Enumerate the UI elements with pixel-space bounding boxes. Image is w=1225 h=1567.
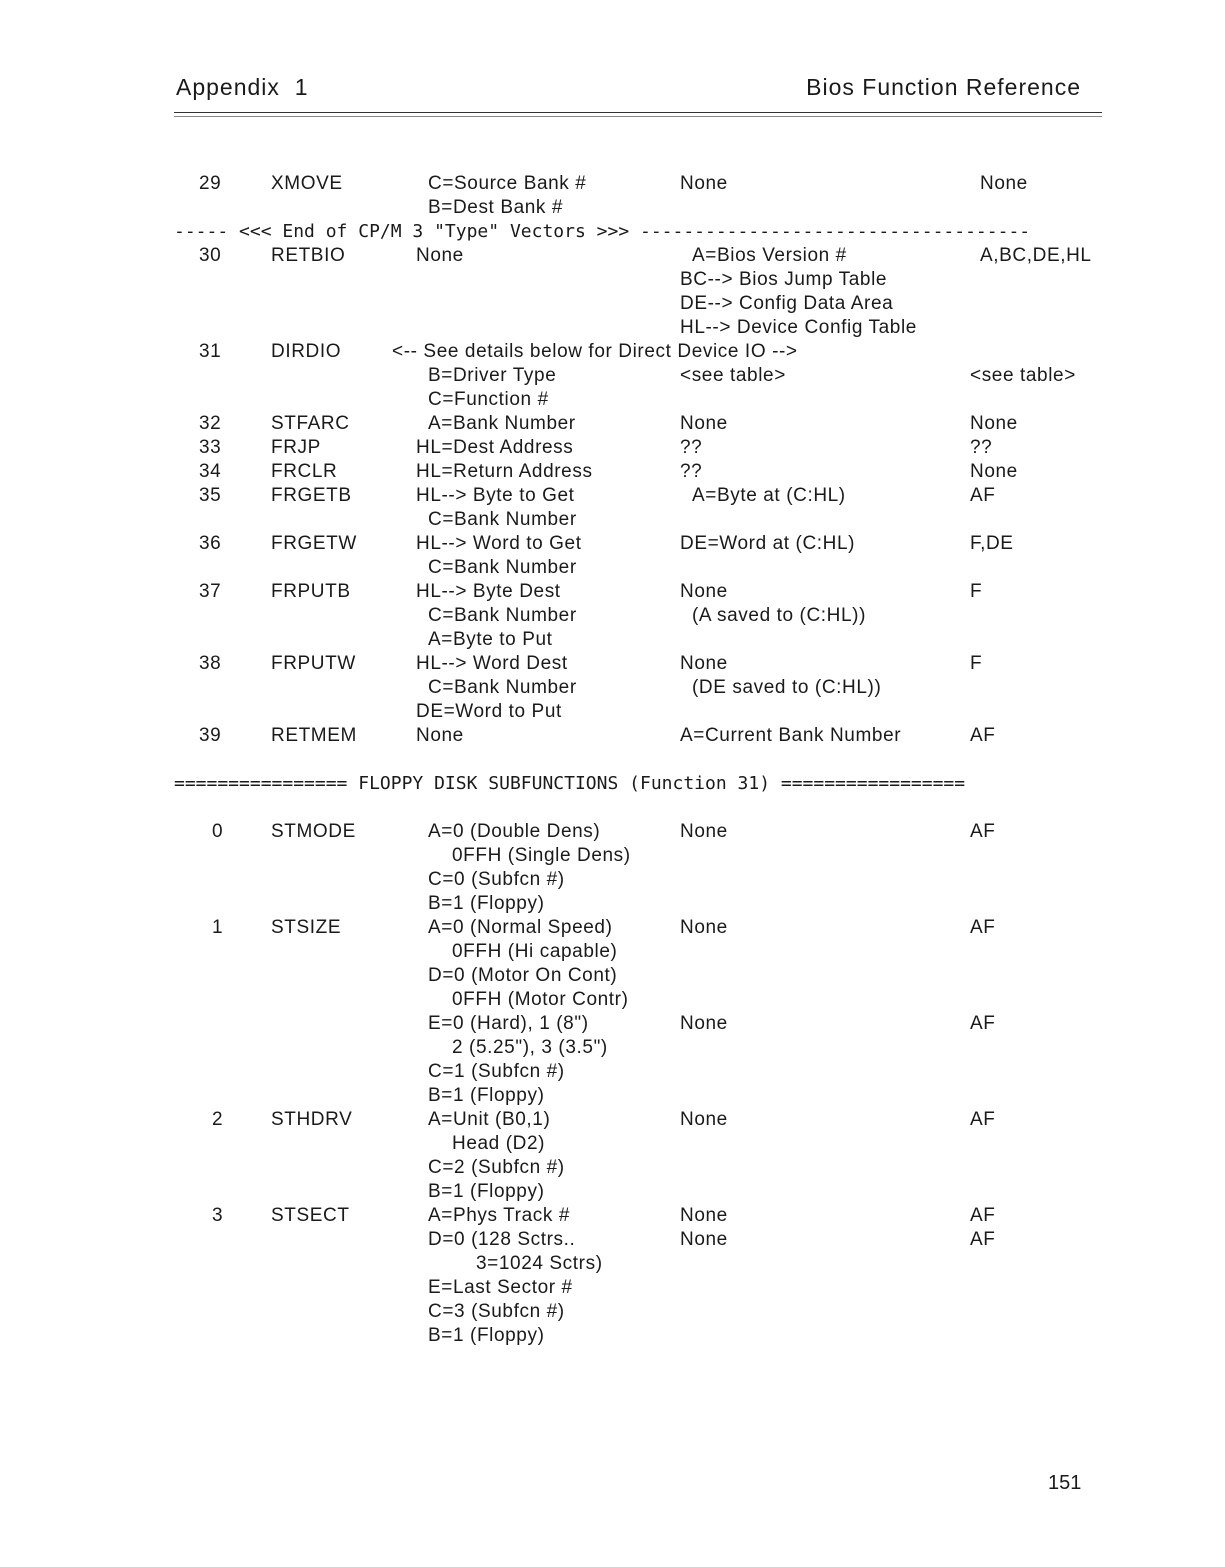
table-cell: FRPUTB — [271, 581, 351, 602]
table-cell: A=Bank Number — [428, 413, 576, 434]
table-cell: E=Last Sector # — [428, 1277, 573, 1298]
table-cell: 30 — [199, 245, 222, 266]
table-cell: 0FFH (Motor Contr) — [452, 989, 629, 1010]
table-cell: XMOVE — [271, 173, 343, 194]
table-cell: 29 — [199, 173, 222, 194]
section-divider: ----- <<< End of CP/M 3 "Type" Vectors >>> ------------------------------------ — [174, 221, 1031, 242]
table-cell: STSIZE — [271, 917, 342, 938]
table-cell: STFARC — [271, 413, 350, 434]
table-cell: (A saved to (C:HL)) — [692, 605, 867, 626]
page-number: 151 — [1048, 1472, 1082, 1494]
table-cell: HL--> Byte Dest — [416, 581, 561, 602]
table-cell: RETBIO — [271, 245, 346, 266]
table-cell: AF — [970, 725, 996, 746]
table-cell: 31 — [199, 341, 222, 362]
table-cell: A=Unit (B0,1) — [428, 1109, 551, 1130]
table-cell: B=1 (Floppy) — [428, 893, 545, 914]
table-cell: B=1 (Floppy) — [428, 1325, 545, 1346]
table-cell: 37 — [199, 581, 222, 602]
table-cell: 3 — [212, 1205, 224, 1226]
table-cell: AF — [970, 1109, 996, 1130]
table-cell: None — [680, 1205, 728, 1226]
table-cell: HL--> Byte to Get — [416, 485, 575, 506]
table-cell: None — [680, 1229, 728, 1250]
table-cell: D=0 (128 Sctrs.. — [428, 1229, 576, 1250]
table-cell: BC--> Bios Jump Table — [680, 269, 888, 290]
table-cell: E=0 (Hard), 1 (8") — [428, 1013, 589, 1034]
table-cell: FRCLR — [271, 461, 338, 482]
table-cell: None — [680, 1109, 728, 1130]
table-cell: C=Bank Number — [428, 509, 577, 530]
table-cell: F,DE — [970, 533, 1014, 554]
table-cell: 0FFH (Hi capable) — [452, 941, 618, 962]
table-cell: A=Byte at (C:HL) — [692, 485, 846, 506]
table-cell: A=Bios Version # — [692, 245, 847, 266]
table-cell: <see table> — [970, 365, 1076, 386]
table-cell: <see table> — [680, 365, 786, 386]
table-cell: C=Bank Number — [428, 605, 577, 626]
table-cell: AF — [970, 1205, 996, 1226]
table-cell: HL--> Word Dest — [416, 653, 568, 674]
table-cell: HL=Return Address — [416, 461, 593, 482]
table-cell: None — [680, 173, 728, 194]
table-cell: 0FFH (Single Dens) — [452, 845, 631, 866]
table-cell: STHDRV — [271, 1109, 353, 1130]
table-cell: None — [680, 413, 728, 434]
table-cell: 38 — [199, 653, 222, 674]
table-cell: 36 — [199, 533, 222, 554]
table-cell: B=1 (Floppy) — [428, 1181, 545, 1202]
table-cell: FRPUTW — [271, 653, 356, 674]
table-cell: ?? — [680, 461, 703, 482]
table-cell: A=Phys Track # — [428, 1205, 570, 1226]
table-cell: C=1 (Subfcn #) — [428, 1061, 565, 1082]
table-cell: HL--> Device Config Table — [680, 317, 917, 338]
table-cell: FRGETW — [271, 533, 357, 554]
table-cell: DIRDIO — [271, 341, 342, 362]
table-cell: 2 (5.25"), 3 (3.5") — [452, 1037, 608, 1058]
table-cell: A=Current Bank Number — [680, 725, 902, 746]
table-cell: None — [680, 821, 728, 842]
header-right: Bios Function Reference — [806, 74, 1081, 100]
table-cell: B=Dest Bank # — [428, 197, 564, 218]
table-cell: DE--> Config Data Area — [680, 293, 894, 314]
table-cell: D=0 (Motor On Cont) — [428, 965, 618, 986]
table-cell: F — [970, 653, 983, 674]
table-cell: A=0 (Double Dens) — [428, 821, 601, 842]
table-cell: AF — [970, 1229, 996, 1250]
table-cell: C=Bank Number — [428, 677, 577, 698]
table-cell: RETMEM — [271, 725, 357, 746]
table-cell: 33 — [199, 437, 222, 458]
table-cell: None — [416, 725, 464, 746]
table-cell: STSECT — [271, 1205, 350, 1226]
table-cell: 1 — [212, 917, 224, 938]
table-cell: STMODE — [271, 821, 356, 842]
table-cell: B=1 (Floppy) — [428, 1085, 545, 1106]
table-cell: F — [970, 581, 983, 602]
header-rule-secondary — [174, 116, 1102, 117]
table-cell: None — [970, 413, 1018, 434]
table-cell: HL=Dest Address — [416, 437, 574, 458]
table-cell: Head (D2) — [452, 1133, 546, 1154]
table-cell: HL--> Word to Get — [416, 533, 582, 554]
table-cell: None — [680, 1013, 728, 1034]
table-cell: ?? — [680, 437, 703, 458]
table-cell: 0 — [212, 821, 224, 842]
table-cell: None — [416, 245, 464, 266]
table-cell: A,BC,DE,HL — [980, 245, 1092, 266]
table-cell: AF — [970, 1013, 996, 1034]
table-cell: ?? — [970, 437, 993, 458]
header-rule — [174, 112, 1102, 113]
table-cell: None — [680, 581, 728, 602]
table-cell: 2 — [212, 1109, 224, 1130]
table-cell: C=0 (Subfcn #) — [428, 869, 565, 890]
table-cell: None — [680, 917, 728, 938]
header-left: Appendix 1 — [176, 74, 309, 100]
table-cell: <-- See details below for Direct Device IO --> — [392, 341, 798, 362]
table-cell: 35 — [199, 485, 222, 506]
table-cell: FRGETB — [271, 485, 352, 506]
table-cell: AF — [970, 821, 996, 842]
table-cell: C=Function # — [428, 389, 549, 410]
table-cell: A=Byte to Put — [428, 629, 553, 650]
table-cell: C=Bank Number — [428, 557, 577, 578]
table-cell: AF — [970, 485, 996, 506]
table-cell: FRJP — [271, 437, 321, 458]
table-cell: None — [970, 461, 1018, 482]
table-cell: C=3 (Subfcn #) — [428, 1301, 565, 1322]
table-cell: DE=Word at (C:HL) — [680, 533, 856, 554]
table-cell: C=Source Bank # — [428, 173, 587, 194]
table-cell: 3=1024 Sctrs) — [476, 1253, 603, 1274]
section-divider: ================ FLOPPY DISK SUBFUNCTIONS (Function 31) ================= — [174, 773, 966, 794]
table-cell: 34 — [199, 461, 222, 482]
table-cell: None — [680, 653, 728, 674]
table-cell: DE=Word to Put — [416, 701, 562, 722]
table-cell: C=2 (Subfcn #) — [428, 1157, 565, 1178]
table-cell: B=Driver Type — [428, 365, 557, 386]
table-cell: (DE saved to (C:HL)) — [692, 677, 882, 698]
table-cell: 32 — [199, 413, 222, 434]
table-cell: 39 — [199, 725, 222, 746]
table-cell: AF — [970, 917, 996, 938]
table-cell: None — [980, 173, 1028, 194]
table-cell: A=0 (Normal Speed) — [428, 917, 613, 938]
